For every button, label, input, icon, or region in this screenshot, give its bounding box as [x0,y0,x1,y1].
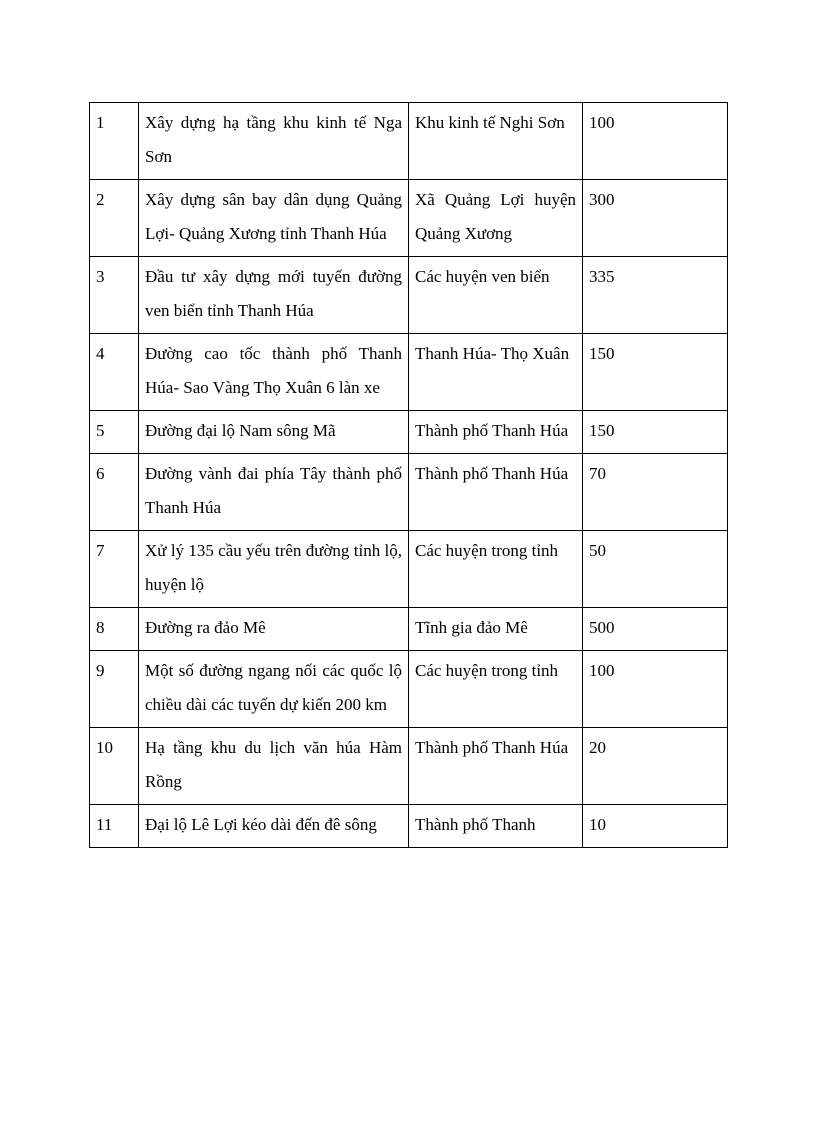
project-value: 150 [583,411,728,454]
project-name: Một số đường ngang nối các quốc lộ chiều dài các tuyến dự kiến 200 km [139,651,409,728]
project-value: 150 [583,334,728,411]
table-row [90,608,728,651]
row-number: 10 [90,728,139,805]
project-location: Các huyện trong tỉnh [409,651,583,728]
project-name: Đường ra đảo Mê [139,608,409,651]
project-table [89,102,728,848]
row-number: 3 [90,257,139,334]
row-number: 5 [90,411,139,454]
project-name: Đường đại lộ Nam sông Mã [139,411,409,454]
project-location: Thành phố Thanh Húa [409,411,583,454]
table-row [90,334,728,411]
table-row [90,531,728,608]
project-value: 100 [583,651,728,728]
project-name: Đường cao tốc thành phố Thanh Húa- Sao Vàng Thọ Xuân 6 làn xe [139,334,409,411]
row-number: 4 [90,334,139,411]
table-row [90,103,728,180]
row-number: 11 [90,805,139,848]
project-name: Đại lộ Lê Lợi kéo dài đến đê sông [139,805,409,848]
project-location: Thanh Húa- Thọ Xuân [409,334,583,411]
project-location: Các huyện trong tỉnh [409,531,583,608]
table-row [90,257,728,334]
project-value: 500 [583,608,728,651]
row-number: 8 [90,608,139,651]
table-row [90,411,728,454]
row-number: 6 [90,454,139,531]
project-location: Khu kinh tế Nghi Sơn [409,103,583,180]
row-number: 1 [90,103,139,180]
project-value: 300 [583,180,728,257]
table-row [90,651,728,728]
project-value: 50 [583,531,728,608]
project-name: Đường vành đai phía Tây thành phố Thanh Húa [139,454,409,531]
project-name: Xây dựng sân bay dân dụng Quảng Lợi- Quảng Xương tỉnh Thanh Húa [139,180,409,257]
project-value: 100 [583,103,728,180]
row-number: 7 [90,531,139,608]
table-row [90,728,728,805]
project-location: Các huyện ven biển [409,257,583,334]
project-name: Xây dựng hạ tầng khu kinh tế Nga Sơn [139,103,409,180]
project-name: Đầu tư xây dựng mới tuyến đường ven biển tỉnh Thanh Húa [139,257,409,334]
project-name: Hạ tầng khu du lịch văn húa Hàm Rồng [139,728,409,805]
project-value: 10 [583,805,728,848]
project-value: 20 [583,728,728,805]
project-location: Tĩnh gia đảo Mê [409,608,583,651]
project-location: Thành phố Thanh Húa [409,728,583,805]
project-value: 335 [583,257,728,334]
row-number: 2 [90,180,139,257]
table-row [90,454,728,531]
table-row [90,180,728,257]
table-row [90,805,728,848]
project-name: Xử lý 135 cầu yếu trên đường tỉnh lộ, huyện lộ [139,531,409,608]
project-location: Thành phố Thanh [409,805,583,848]
project-location: Xã Quảng Lợi huyện Quảng Xương [409,180,583,257]
row-number: 9 [90,651,139,728]
project-location: Thành phố Thanh Húa [409,454,583,531]
project-value: 70 [583,454,728,531]
